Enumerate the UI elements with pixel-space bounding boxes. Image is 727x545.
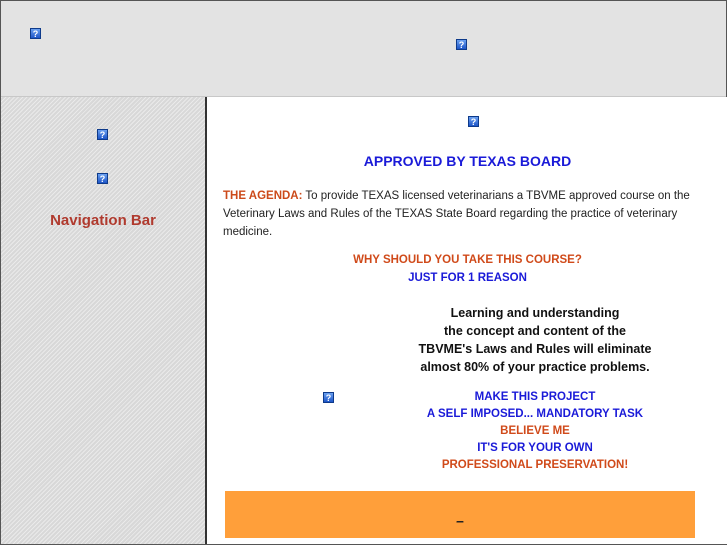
project-line: BELIEVE ME [500, 425, 570, 437]
broken-image-icon: ? [30, 28, 41, 39]
broken-image-icon: ? [468, 116, 479, 127]
agenda-lead: THE AGENDA: [223, 190, 303, 202]
page-title: APPROVED BY TEXAS BOARD [363, 153, 572, 169]
agenda-text: To provide TEXAS licensed veterinarians a TBVME approved course on the Veterinary Laws and Rules of the TEXAS State Board regarding the practice of veterinary medicine. [223, 190, 690, 238]
project-line: MAKE THIS PROJECT [474, 391, 596, 403]
footer-bar [225, 491, 695, 538]
project-line: PROFESSIONAL PRESERVATION! [441, 459, 629, 471]
broken-image-icon: ? [97, 129, 108, 140]
main-content [205, 97, 727, 544]
why-heading: WHY SHOULD YOU TAKE THIS COURSE? [353, 254, 582, 266]
learn-line: almost 80% of your practice problems. [420, 360, 650, 374]
project-line: IT'S FOR YOUR OWN [477, 442, 593, 454]
footer-link[interactable]: _ [456, 509, 464, 523]
project-line: A SELF IMPOSED... MANDATORY TASK [426, 408, 644, 420]
learn-line: the concept and content of the [444, 324, 626, 338]
reason-heading: JUST FOR 1 REASON [408, 272, 527, 284]
broken-image-icon: ? [456, 39, 467, 50]
sidebar [1, 97, 205, 544]
learn-block [402, 304, 668, 376]
broken-image-icon: ? [97, 173, 108, 184]
header [1, 1, 726, 97]
broken-image-icon: ? [323, 392, 334, 403]
learn-line: Learning and understanding [450, 306, 620, 320]
learn-line: TBVME's Laws and Rules will eliminate [418, 342, 652, 356]
project-block [417, 389, 653, 474]
agenda-paragraph [223, 187, 695, 241]
navigation-bar-label: Navigation Bar [50, 212, 156, 229]
